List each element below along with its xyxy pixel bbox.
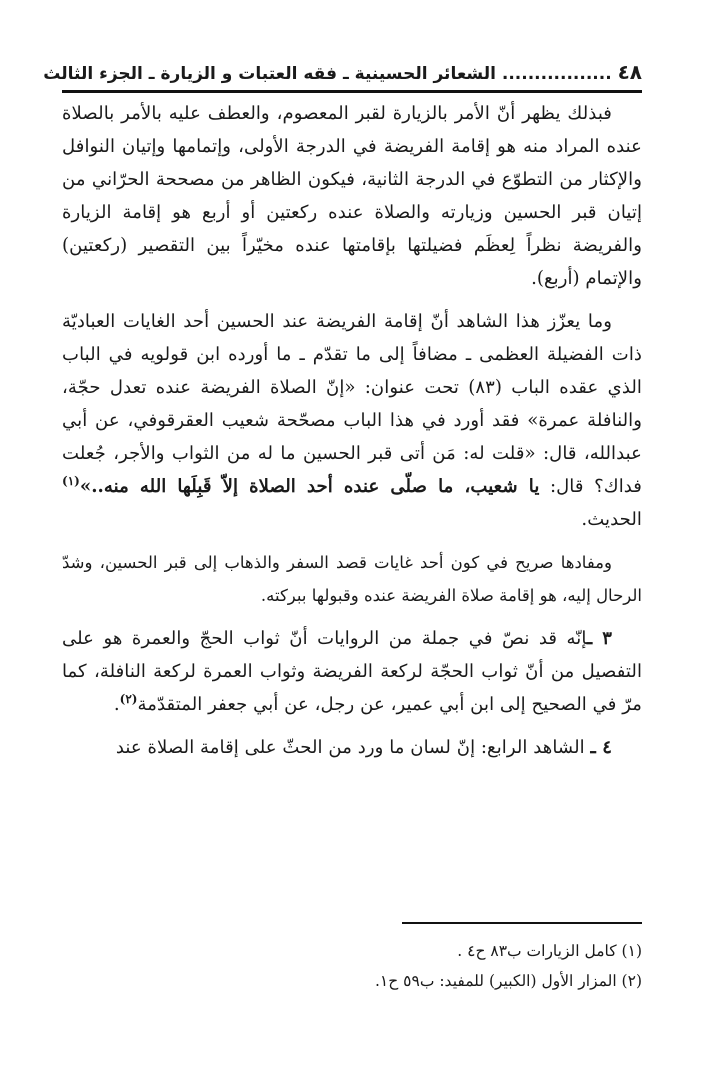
- paragraph-2-text: وما يعزّز هذا الشاهد أنّ إقامة الفريضة عند الحسين أحد الغايات العباديّة ذات الفضيلة العظمى ـ مضافاً إلى ما تقدّم ـ ما أورده ابن قولويه في الباب الذي عقده الباب (٨٣) تحت عنوان: «إنّ الصلاة الفريضة عنده تعدل حجّة، والنافلة عمرة» فقد أورد في هذا الباب مصحّحة شعيب العقرقوفي، عن أبي عبدالله، قال: «قلت له: مَن أتى قبر الحسين ما له من الثواب والأجر، جُعلت فداك؟ قال:: [62, 311, 643, 497]
- paragraph-1: فبذلك يظهر أنّ الأمر بالزيارة لقبر المعصوم، والعطف عليه بالأمر بالصلاة عنده المراد منه هو إقامة الفريضة في الدرجة الأولى، وإتمامها وإتيان النوافل والإكثار من التطوّع في الدرجة الثانية، فيكون الظاهر من مصححة الحرّاني من إتيان قبر الحسين وزيارته والصلاة عنده ركعتين أو أربع هو إقامة الزيارة والفريضة نظراً لِعظَم فضيلتها بإقامتها عنده مخيّراً بين التقصير (ركعتين) والإتمام (أربع).: [62, 103, 642, 289]
- footnotes: [62, 922, 642, 996]
- footnote-rule: [402, 922, 642, 924]
- running-title: [43, 60, 642, 84]
- paragraph-5-text: الشاهد الرابع: إنّ لسان ما ورد من الحثّ على إقامة الصلاة عند: [115, 737, 585, 758]
- footnote-ref-2: (٢): [119, 691, 138, 706]
- footnote-2: (٢) المزار الأول (الكبير) للمفيد: ب٥٩ ح١.: [374, 972, 642, 990]
- header-book-title: الشعائر الحسينية ـ فقه العتبات و الزيارة ـ الجزء الثالث: [43, 64, 496, 84]
- header-rule: [62, 90, 642, 93]
- book-page: [43, 50, 643, 1050]
- paragraph-5: [62, 731, 642, 764]
- main-text: [62, 97, 642, 764]
- paragraph-3: ومفادها صريح في كون أحد غايات قصد السفر والذهاب إلى قبر الحسين، وشدّ الرحال إليه، هو إقامة صلاة الفريضة عنده وقبولها ببركته.: [62, 553, 642, 605]
- paragraph-2: [62, 305, 642, 536]
- quote-bold: يا شعيب، ما صلّى عنده أحد الصلاة إلاّ قَبِلَها الله منه..»: [79, 476, 540, 497]
- footnote-ref-1: (١): [62, 473, 80, 488]
- header-page-number: ٤٨: [617, 60, 642, 84]
- item-number-4: ٤ ـ: [590, 737, 612, 758]
- paragraph-4-text: إنّه قد نصّ في جملة من الروايات أنّ ثواب الحجّ والعمرة هو على التفصيل من أنّ ثواب الحجّة لركعة الفريضة وثواب العمرة لركعة النافلة، كما مرّ في الصحيح إلى ابن أبي عمير، عن رجل، عن أبي جعفر المتقدّمة: [62, 628, 642, 715]
- item-number-3: ٣ ـ: [586, 628, 612, 649]
- header-dots: .................: [501, 64, 612, 84]
- quote-tail: الحديث.: [581, 509, 642, 530]
- footnote-1: (١) كامل الزيارات ب٨٣ ح٤ .: [457, 942, 642, 960]
- paragraph-4: ٣ ـإنّه قد نصّ في جملة من الروايات أنّ ثواب الحجّ والعمرة هو على التفصيل من أنّ ثواب الحجّة لركعة الفريضة وثواب العمرة لركعة النافلة، كما مرّ في الصحيح إلى ابن أبي عمير، عن رجل، عن أبي جعفر المتقدّمة$^{(٢)}$.: [62, 628, 642, 715]
- page-header: [43, 50, 642, 84]
